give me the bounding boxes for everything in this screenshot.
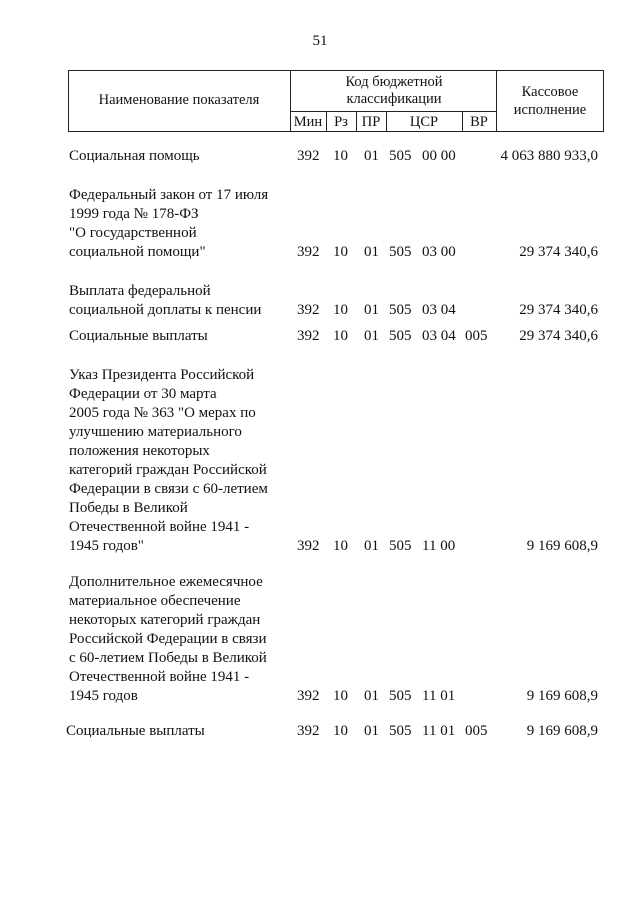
cash-execution-amount: 9 169 608,9 <box>526 688 598 704</box>
indicator-name-line: положения некоторых <box>69 443 210 459</box>
indicator-name <box>69 327 208 346</box>
code-min: 392 <box>297 302 320 318</box>
indicator-name <box>66 722 205 741</box>
indicator-name-line: Федеральный закон от 17 июля <box>69 187 269 203</box>
code-csr1: 505 <box>389 328 412 344</box>
header-code-group-line2: классификации <box>346 91 442 107</box>
code-csr2: 03 00 <box>422 244 456 260</box>
indicator-name-line: некоторых категорий граждан <box>69 612 261 628</box>
code-min: 392 <box>297 328 320 344</box>
code-pr: 01 <box>364 244 379 260</box>
header-amount-line2: исполнение <box>513 102 587 118</box>
indicator-name-line: 1945 годов <box>69 688 138 704</box>
indicator-name-line: Выплата федеральной <box>69 283 211 299</box>
code-rz: 10 <box>333 148 348 164</box>
table-header <box>68 70 604 133</box>
indicator-name-line: Дополнительное ежемесячное <box>69 574 263 590</box>
code-pr: 01 <box>364 148 379 164</box>
code-pr: 01 <box>364 538 379 554</box>
indicator-name-line: категорий граждан Российской <box>69 462 267 478</box>
code-rz: 10 <box>333 688 348 704</box>
indicator-name-line: "О государственной <box>69 225 197 241</box>
code-csr1: 505 <box>389 302 412 318</box>
code-pr: 01 <box>364 723 379 739</box>
header-min-label: Мин <box>293 114 323 130</box>
indicator-name-line: 2005 года № 363 "О мерах по <box>69 405 256 421</box>
indicator-name <box>69 573 267 706</box>
code-csr1: 505 <box>389 688 412 704</box>
code-rz: 10 <box>333 328 348 344</box>
code-rz: 10 <box>333 244 348 260</box>
cash-execution-amount: 9 169 608,9 <box>526 538 598 554</box>
indicator-name-line: Федерации от 30 марта <box>69 386 217 402</box>
indicator-name-line: 1999 года № 178-ФЗ <box>69 206 199 222</box>
code-min: 392 <box>297 538 320 554</box>
code-csr1: 505 <box>389 148 412 164</box>
header-code-divider <box>290 111 496 112</box>
code-csr2: 03 04 <box>422 328 456 344</box>
code-csr2: 03 04 <box>422 302 456 318</box>
page-number: 51 <box>312 33 328 49</box>
code-pr: 01 <box>364 302 379 318</box>
header-code-group-line1: Код бюджетной <box>345 74 443 90</box>
header-name-label: Наименование показателя <box>98 92 260 108</box>
code-pr: 01 <box>364 328 379 344</box>
indicator-name-line: Российской Федерации в связи <box>69 631 267 647</box>
indicator-name-line: с 60-летием Победы в Великой <box>69 650 267 666</box>
code-vr: 005 <box>465 328 488 344</box>
indicator-name-line: материальное обеспечение <box>69 593 241 609</box>
indicator-name <box>69 186 268 262</box>
code-pr: 01 <box>364 688 379 704</box>
code-csr1: 505 <box>389 723 412 739</box>
cash-execution-amount: 9 169 608,9 <box>526 723 598 739</box>
code-rz: 10 <box>333 723 348 739</box>
indicator-name <box>69 366 268 556</box>
indicator-name-line: Социальная помощь <box>69 148 200 164</box>
code-rz: 10 <box>333 302 348 318</box>
code-csr2: 11 01 <box>422 723 456 739</box>
indicator-name-line: социальной помощи" <box>69 244 206 260</box>
code-min: 392 <box>297 244 320 260</box>
header-amount-line1: Кассовое <box>521 84 579 100</box>
header-pr-label: ПР <box>361 114 381 130</box>
code-rz: 10 <box>333 538 348 554</box>
indicator-name-line: Указ Президента Российской <box>69 367 255 383</box>
header-bottom-border <box>68 131 604 132</box>
indicator-name-line: Федерации в связи с 60-летием <box>69 481 268 497</box>
cash-execution-amount: 29 374 340,6 <box>519 328 598 344</box>
code-vr: 005 <box>465 723 488 739</box>
header-vr-label: ВР <box>470 114 488 130</box>
indicator-name-line: Победы в Великой <box>69 500 188 516</box>
indicator-name-line: социальной доплаты к пенсии <box>69 302 262 318</box>
header-top-border <box>68 70 604 71</box>
code-csr2: 11 01 <box>422 688 456 704</box>
indicator-name-line: Отечественной войне 1941 - <box>69 669 250 685</box>
indicator-name-line: 1945 годов" <box>69 538 144 554</box>
header-csr-label: ЦСР <box>409 114 439 130</box>
indicator-name <box>69 282 261 320</box>
code-min: 392 <box>297 148 320 164</box>
indicator-name <box>69 147 200 166</box>
header-code-divider-right <box>496 70 497 132</box>
indicator-name-line: Социальные выплаты <box>69 328 208 344</box>
code-csr2: 00 00 <box>422 148 456 164</box>
header-right-border <box>603 70 604 132</box>
code-csr1: 505 <box>389 538 412 554</box>
indicator-name-line: Социальные выплаты <box>66 723 205 739</box>
code-csr2: 11 00 <box>422 538 456 554</box>
indicator-name-line: Отечественной войне 1941 - <box>69 519 250 535</box>
indicator-name-line: улучшению материального <box>69 424 242 440</box>
code-csr1: 505 <box>389 244 412 260</box>
header-left-border <box>68 70 69 132</box>
cash-execution-amount: 4 063 880 933,0 <box>500 148 598 164</box>
code-min: 392 <box>297 688 320 704</box>
code-min: 392 <box>297 723 320 739</box>
cash-execution-amount: 29 374 340,6 <box>519 244 598 260</box>
header-rz-label: Рз <box>334 114 348 130</box>
cash-execution-amount: 29 374 340,6 <box>519 302 598 318</box>
